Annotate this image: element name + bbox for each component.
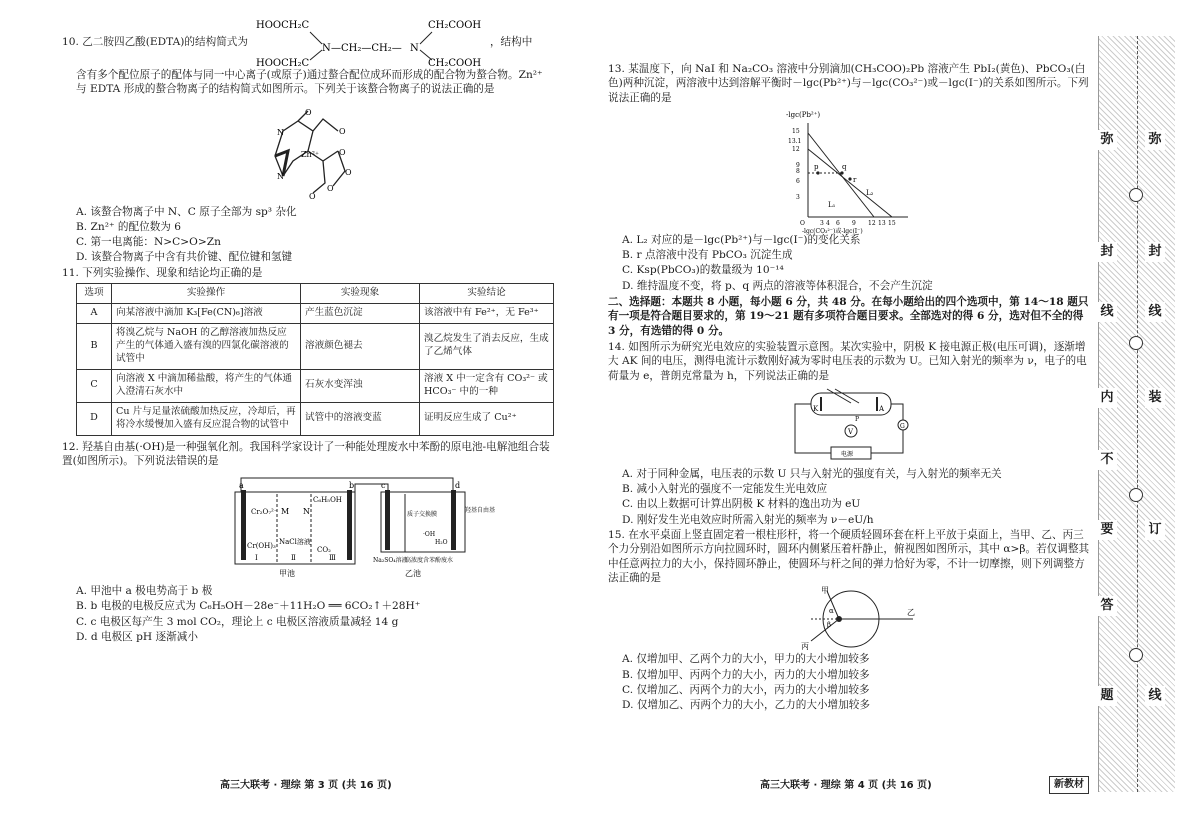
svg-text:CH₂COOH: CH₂COOH — [427, 20, 482, 31]
solubility-graph — [778, 109, 918, 235]
svg-text:HOOCH₂C: HOOCH₂C — [255, 20, 310, 31]
q15-ring-figure — [608, 587, 1094, 651]
svg-text:β: β — [827, 621, 832, 630]
q13-option-c: C. Ksp(PbCO₃)的数量级为 10⁻¹⁴ — [622, 264, 784, 277]
new-textbook-badge: 新教材 — [1049, 776, 1089, 794]
svg-text:A: A — [879, 404, 885, 413]
svg-text:6: 6 — [836, 219, 840, 227]
svg-text:4: 4 — [826, 219, 830, 227]
q14-option-c: C. 由以上数据可计算出阴极 K 材料的逸出功为 eU — [622, 498, 861, 511]
svg-text:O: O — [327, 183, 334, 193]
binding-hole-icon — [1129, 648, 1143, 662]
q11-table — [76, 283, 554, 435]
svg-text:Cr(OH)₃: Cr(OH)₃ — [247, 542, 276, 551]
svg-text:-lgc(Pb²⁺): -lgc(Pb²⁺) — [786, 110, 821, 119]
question-13 — [608, 62, 1094, 293]
q10-intro-end: ，结构中 — [489, 35, 533, 48]
q10-option-c: C. 第一电离能：N>C>O>Zn — [76, 236, 221, 249]
strip-char: 装 — [1145, 388, 1165, 408]
svg-text:质子交换膜: 质子交换膜 — [407, 511, 438, 519]
svg-text:Cr₂O₇²⁻: Cr₂O₇²⁻ — [251, 508, 278, 517]
svg-text:O: O — [345, 167, 352, 177]
svg-text:p: p — [814, 162, 819, 171]
svg-text:N: N — [277, 171, 284, 181]
svg-text:O: O — [800, 219, 805, 227]
svg-text:电源: 电源 — [841, 450, 854, 458]
svg-text:Ⅲ: Ⅲ — [329, 554, 336, 563]
svg-text:15: 15 — [792, 127, 800, 135]
svg-text:G: G — [900, 422, 905, 430]
svg-text:N: N — [277, 127, 284, 137]
q12-option-d: D. d 电极区 pH 逐渐减小 — [76, 631, 198, 643]
q13-stem: 13. 某温度下，向 NaI 和 Na₂CO₃ 溶液中分别滴加(CH₃COO)₂Pb 溶液产生 PbI₂(黄色)、PbCO₃(白色)两种沉淀，两溶液中达到溶解平衡时－lgc(Pb²⁺)与－lgc(CO₃²⁻)或－lgc(I⁻)的关系如图所示。下列说法正确的是 — [608, 63, 1089, 104]
svg-text:12: 12 — [868, 219, 876, 227]
q10-option-b: B. Zn²⁺ 的配位数为 6 — [76, 220, 181, 233]
zn-label: Zn²⁺ — [301, 149, 320, 159]
q12-option-c: C. c 电极区每产生 3 mol CO₂，理论上 c 电极区溶液质量减轻 14 g — [76, 615, 399, 628]
cell2-label: 乙池 — [405, 569, 421, 579]
ring-forces-diagram — [781, 587, 921, 651]
svg-text:高浓度含苯酚废水: 高浓度含苯酚废水 — [405, 557, 454, 565]
svg-text:P: P — [855, 415, 860, 423]
svg-text:6: 6 — [796, 177, 800, 185]
strip-char: 不 — [1097, 450, 1117, 470]
question-10 — [62, 16, 554, 265]
strip-char: 题 — [1097, 686, 1117, 706]
q14-stem: 14. 如图所示为研究光电效应的实验装置示意图。某次实验中，阴极 K 接电源正极(电压可调)，逐渐增大 AK 间的电压，测得电流计示数刚好减为零时电压表的示数为 U。已知入射光的频率为 ν，电子的电荷量为 e，普朗克常量为 h，下列说法正确的是 — [608, 340, 1087, 382]
q13-option-d: D. 维持温度不变，将 p、q 两点的溶液等体积混合，不会产生沉淀 — [622, 279, 933, 292]
question-14 — [608, 340, 1094, 527]
svg-text:丙: 丙 — [801, 642, 809, 652]
strip-char: 线 — [1145, 686, 1165, 706]
strip-char: 弥 — [1145, 130, 1165, 150]
table-row: B 将溴乙烷与 NaOH 的乙醇溶液加热反应产生的气体通入盛有溴的四氯化碳溶液的试管中 溶液颜色褪去 溴乙烷发生了消去反应，生成了乙烯气体 — [77, 323, 554, 369]
section-2-instructions: 二、选择题：本题共 8 小题，每小题 6 分，共 48 分。在每小题给出的四个选项中，第 14～18 题只有一项是符合题目要求的，第 19～21 题有多项符合题目要求。全部选对的得 6 分，选对但不全的得 3 分，有选错的得 0 分。 — [608, 296, 1089, 337]
svg-text:3: 3 — [796, 193, 800, 201]
q13-option-b: B. r 点溶液中没有 PbCO₃ 沉淀生成 — [622, 249, 793, 262]
svg-text:3: 3 — [820, 219, 824, 227]
binding-dashed-line — [1137, 36, 1138, 792]
q15-option-d: D. 仅增加乙、丙两个力的大小，乙力的大小增加较多 — [622, 699, 870, 712]
svg-text:r: r — [853, 175, 857, 184]
q10-chelate-figure — [62, 101, 554, 201]
q15-option-c: C. 仅增加乙、丙两个力的大小，丙力的大小增加较多 — [622, 683, 870, 696]
svg-text:HOOCH₂C: HOOCH₂C — [255, 58, 310, 69]
strip-char: 订 — [1145, 520, 1165, 540]
strip-char: 封 — [1097, 242, 1117, 262]
strip-char: 封 — [1145, 242, 1165, 262]
svg-text:O: O — [305, 107, 312, 117]
svg-text:O: O — [339, 147, 346, 157]
svg-text:O: O — [339, 126, 346, 136]
svg-text:N: N — [303, 507, 310, 517]
strip-char: 弥 — [1097, 130, 1117, 150]
q15-option-b: B. 仅增加甲、丙两个力的大小，丙力的大小增加较多 — [622, 668, 870, 681]
q10-option-d: D. 该螯合物离子中含有共价键、配位键和氢键 — [76, 251, 293, 264]
q10-intro: 10. 乙二胺四乙酸(EDTA)的结构简式为 — [62, 35, 248, 48]
footer-right-page-number: 高三大联考 · 理综 第 4 页 (共 16 页) — [760, 780, 932, 791]
zn-edta-chelate-structure — [253, 101, 363, 201]
svg-text:N: N — [321, 43, 331, 54]
svg-text:Ⅰ: Ⅰ — [255, 554, 258, 563]
binding-hole-icon — [1129, 488, 1143, 502]
strip-char: 要 — [1097, 520, 1117, 540]
right-page — [608, 62, 1094, 713]
svg-text:M: M — [281, 507, 290, 517]
q15-stem: 15. 在水平桌面上竖直固定着一根柱形杆，将一个硬质轻圆环套在杆上平放于桌面上，当甲、乙、丙三个力分别沿如图所示方向拉圆环时，圆环内侧紧压着杆静止，俯视图如图所示，其中 α>β。若仅调整其中任意两拉力的大小，保持圆环静止，使圆环与杆之间的弹力恰好为零，不计一切摩擦，则下列调整方法正确的是 — [608, 529, 1090, 584]
binding-hole-icon — [1129, 188, 1143, 202]
svg-text:乙: 乙 — [907, 608, 915, 618]
svg-text:V: V — [848, 427, 854, 436]
svg-text:c: c — [381, 481, 386, 491]
q10-option-a: A. 该螯合物离子中 N、C 原子全部为 sp³ 杂化 — [76, 205, 297, 218]
svg-text:a: a — [239, 481, 244, 491]
svg-text:CH₂COOH: CH₂COOH — [427, 58, 482, 69]
question-15 — [608, 528, 1094, 712]
q14-option-b: B. 减小入射光的强度不一定能发生光电效应 — [622, 483, 828, 496]
svg-text:N: N — [409, 43, 419, 54]
strip-char: 答 — [1097, 596, 1117, 616]
binding-hole-icon — [1129, 336, 1143, 350]
svg-text:α: α — [829, 607, 834, 616]
footer-left-page-number: 高三大联考 · 理综 第 3 页 (共 16 页) — [220, 780, 392, 791]
table-row: C 向溶液 X 中滴加稀盐酸，将产生的气体通入澄清石灰水中 石灰水变浑浊 溶液 X 中一定含有 CO₃²⁻ 或 HCO₃⁻ 中的一种 — [77, 369, 554, 402]
svg-text:O: O — [309, 191, 316, 201]
cell1-label: 甲池 — [279, 569, 295, 579]
svg-text:·OH: ·OH — [423, 531, 436, 539]
svg-text:13.1: 13.1 — [788, 137, 802, 145]
strip-char: 线 — [1097, 302, 1117, 322]
svg-text:15: 15 — [888, 219, 896, 227]
binding-strip — [1098, 36, 1175, 792]
question-11 — [62, 266, 554, 436]
svg-text:13: 13 — [878, 219, 886, 227]
q14-option-a: A. 对于同种金属，电压表的示数 U 只与入射光的强度有关，与入射光的频率无关 — [622, 467, 1002, 480]
battery-electrolysis-diagram — [143, 472, 496, 580]
svg-text:甲: 甲 — [821, 586, 829, 596]
q12-option-a: A. 甲池中 a 极电势高于 b 极 — [76, 585, 213, 598]
q12-option-b: B. b 电极的电极反应式为 C₆H₅OH－28e⁻＋11H₂O ══ 6CO₂↑＋28H⁺ — [76, 600, 421, 613]
edta-structure — [250, 14, 490, 70]
q14-option-d: D. 刚好发生光电效应时所需入射光的频率为 ν－eU/h — [622, 513, 874, 526]
q13-option-a: A. L₂ 对应的是－lgc(Pb²⁺)与－lgc(I⁻)的变化关系 — [622, 233, 861, 246]
question-12 — [62, 440, 554, 645]
svg-text:Na₂SO₄溶液: Na₂SO₄溶液 — [373, 557, 408, 565]
svg-text:d: d — [455, 481, 461, 491]
svg-text:-lgc(CO₃²⁻)或-lgc(I⁻): -lgc(CO₃²⁻)或-lgc(I⁻) — [802, 227, 863, 235]
table-row: D Cu 片与足量浓硫酸加热反应，冷却后，再将冷水缓慢加入盛有反应混合物的试管中 试管中的溶液变蓝 证明反应生成了 Cu²⁺ — [77, 402, 554, 435]
svg-text:12: 12 — [792, 145, 800, 153]
svg-text:羟基自由基: 羟基自由基 — [465, 507, 496, 515]
photoelectric-circuit — [791, 387, 911, 463]
q12-stem: 12. 羟基自由基(·OH)是一种强氧化剂。我国科学家设计了一种能处理废水中苯酚的原电池-电解池组合装置(如图所示)。下列说法错误的是 — [62, 440, 550, 467]
svg-text:H₂O: H₂O — [435, 539, 448, 547]
q10-text: 含有多个配位原子的配体与同一中心离子(或原子)通过螯合配位成环而形成的配合物为螯合物。Zn²⁺ 与 EDTA 形成的螯合物离子的结构简式如图所示。下列关于该螯合物离子的说法正确的是 — [76, 69, 543, 96]
svg-text:Ⅱ: Ⅱ — [291, 554, 296, 563]
svg-text:CO₂: CO₂ — [317, 546, 331, 555]
q13-graph — [608, 109, 1094, 235]
svg-text:NaCl溶液: NaCl溶液 — [279, 538, 311, 547]
left-page — [62, 20, 554, 645]
strip-char: 内 — [1097, 388, 1117, 408]
table-row: A 向某溶液中滴加 K₃[Fe(CN)₆]溶液 产生蓝色沉淀 该溶液中有 Fe²⁺，无 Fe³⁺ — [77, 304, 554, 324]
svg-text:—CH₂—CH₂—: —CH₂—CH₂— — [330, 43, 402, 54]
table-header-row: 选项 实验操作 实验现象 实验结论 — [77, 284, 554, 304]
svg-text:9: 9 — [796, 161, 800, 169]
q14-photoelectric-figure — [608, 387, 1094, 463]
svg-text:C₆H₅OH: C₆H₅OH — [313, 496, 342, 505]
q12-cell-figure — [62, 472, 554, 580]
strip-char: 线 — [1145, 302, 1165, 322]
svg-text:9: 9 — [852, 219, 856, 227]
q11-stem: 11. 下列实验操作、现象和结论均正确的是 — [62, 266, 263, 279]
svg-text:L₂: L₂ — [866, 188, 874, 197]
svg-text:8: 8 — [796, 167, 800, 175]
svg-text:K: K — [813, 404, 819, 413]
svg-text:b: b — [349, 481, 355, 491]
svg-text:q: q — [842, 162, 847, 171]
svg-text:L₁: L₁ — [828, 200, 836, 209]
q15-option-a: A. 仅增加甲、乙两个力的大小，甲力的大小增加较多 — [622, 653, 870, 666]
